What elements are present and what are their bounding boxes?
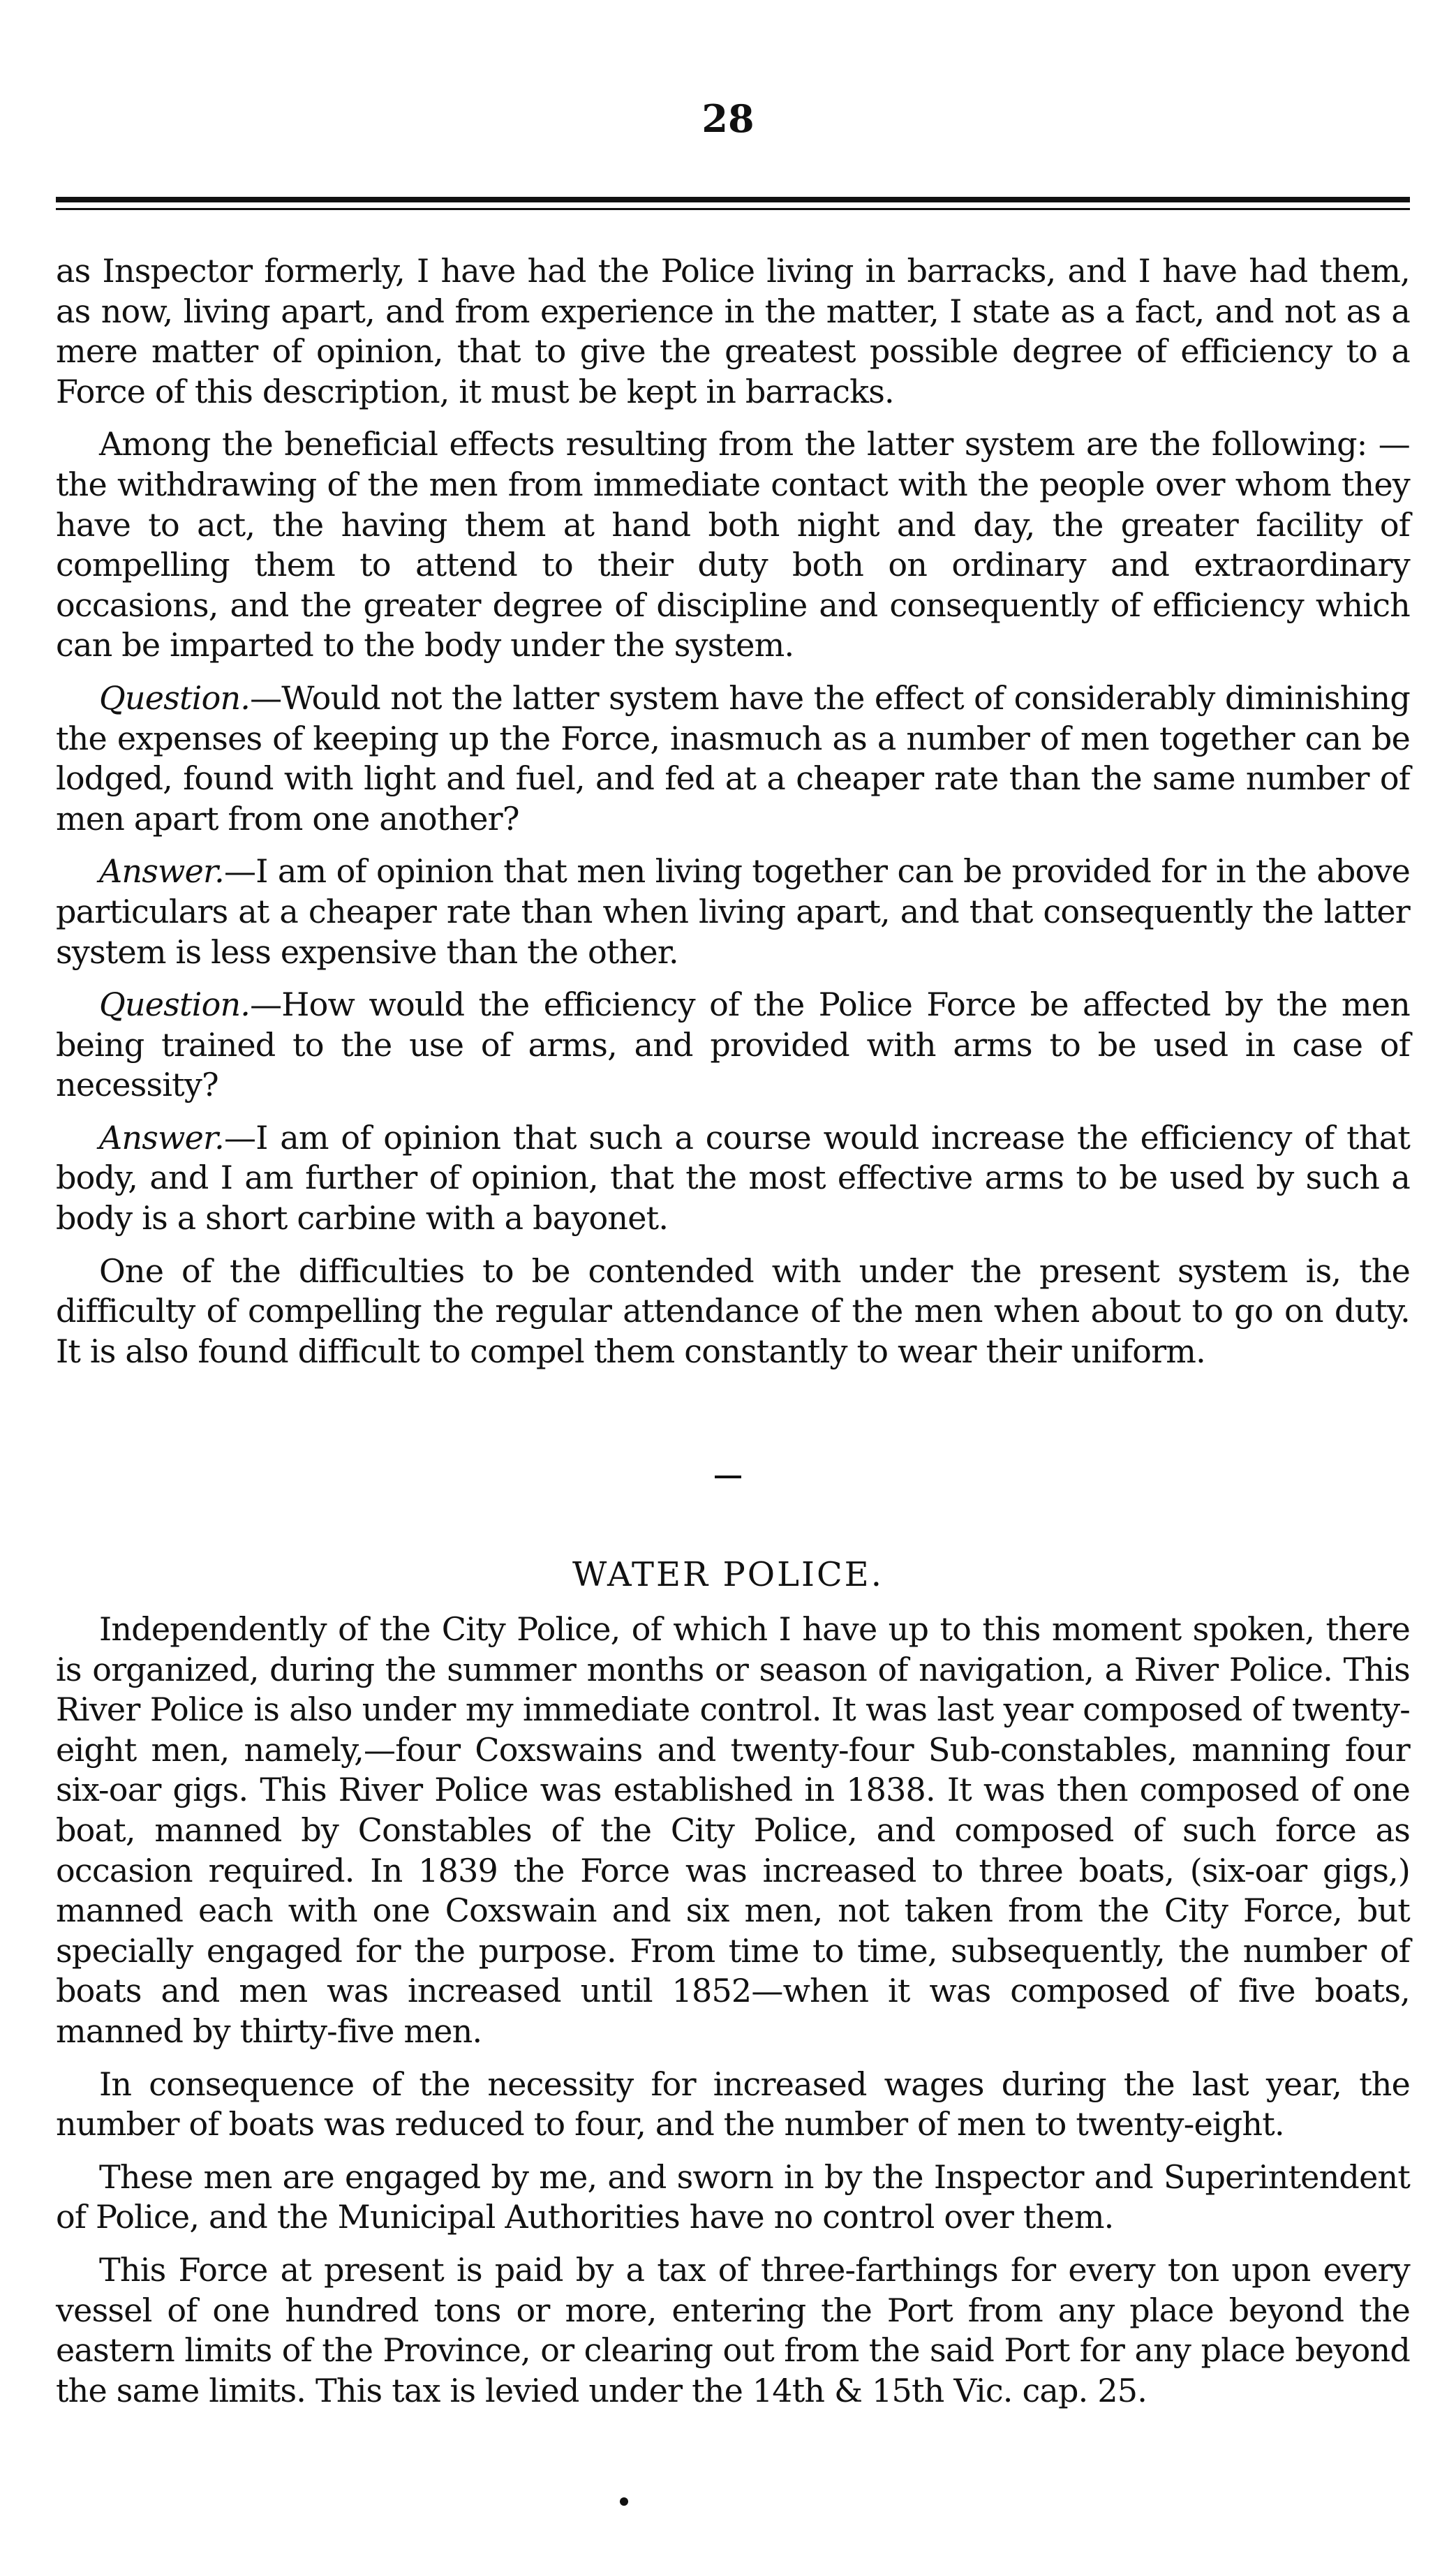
section-heading: WATER POLICE. <box>572 1555 884 1594</box>
question-label: Question. <box>99 678 251 717</box>
answer-label: Answer. <box>99 852 225 891</box>
paragraph: These men are engaged by me, and sworn in by the Inspector and Superintendent of Police, and the Municipal Authorities have no control over them. <box>56 2157 1410 2236</box>
paragraph: Answer.—I am of opinion that men living together can be provided for in the above particulars at a cheaper rate than when living apart, and that consequently the latter system is less expensive than the other. <box>56 852 1410 971</box>
paragraph: Independently of the City Police, of which I have up to this moment spoken, there is organized, during the summer months or season of navigation, a River Police. This River Police is also under my immediate control. It was last year composed of twenty-eight men, namely,—four Coxswains and twenty-four Sub-constables, manning four six-oar gigs. This River Police was established in 1838. It was then composed of one boat, manned by Constables of the City Police, and composed of such force as occasion required. In 1839 the Force was increased to three boats, (six-oar gigs,) manned each with one Coxswain and six men, not taken from the City Force, but specially engaged for the purpose. From time to time, subsequently, the number of boats and men was increased until 1852—when it was composed of five boats, manned by thirty-five men. <box>56 1610 1410 2050</box>
paragraph: as Inspector formerly, I have had the Police living in barracks, and I have had them, as now, living apart, and from experience in the matter, I state as a fact, and not as a mere matter of opinion, that to give the greatest possible degree of efficiency to a Force of this description, it must be kept in barracks. <box>56 252 1410 410</box>
answer-label: Answer. <box>99 1118 225 1157</box>
paragraph: Among the beneficial effects resulting from the latter system are the following: —the withdrawing of the men from immediate contact with the people over whom they have to act, the having them at hand both night and day, the greater facility of compelling them to attend to their duty both on ordinary and extraordinary occasions, and the greater degree of discipline and consequently of efficiency which can be imparted to the body under the system. <box>56 425 1410 664</box>
question-label: Question. <box>99 986 251 1024</box>
page-number: 28 <box>701 96 755 141</box>
header-rule-thin <box>56 208 1410 210</box>
paragraph: Question.—Would not the latter system have the effect of considerably diminishing the expenses of keeping up the Force, inasmuch as a number of men together can be lodged, found with light and fuel, and fed at a cheaper rate than the same number of men apart from one another? <box>56 678 1410 838</box>
paragraph: In consequence of the necessity for increased wages during the last year, the number of boats was reduced to four, and the number of men to twenty-eight. <box>56 2065 1410 2143</box>
paragraph: Question.—How would the efficiency of the Police Force be affected by the men being trained to the use of arms, and provided with arms to be used in case of necessity? <box>56 986 1410 1104</box>
body-text-bottom <box>56 1610 1410 2423</box>
header-rule-thick <box>56 197 1410 202</box>
body-text-top <box>56 251 1410 1384</box>
section-divider <box>715 1476 741 1478</box>
paragraph: This Force at present is paid by a tax of three-farthings for every ton upon every vessel of one hundred tons or more, entering the Port from any place beyond the eastern limits of the Province, or clearing out from the said Port for any place beyond the same limits. This tax is levied under the 14th & 15th Vic. cap. 25. <box>56 2250 1410 2409</box>
paragraph: One of the difficulties to be contended with under the present system is, the difficulty of compelling the regular attendance of the men when about to go on duty. It is also found difficult to compel them constantly to wear their uniform. <box>56 1251 1410 1370</box>
footer-dot <box>620 2497 628 2506</box>
paragraph: Answer.—I am of opinion that such a course would increase the efficiency of that body, and I am further of opinion, that the most effective arms to be used by such a body is a short carbine with a bayonet. <box>56 1118 1410 1238</box>
